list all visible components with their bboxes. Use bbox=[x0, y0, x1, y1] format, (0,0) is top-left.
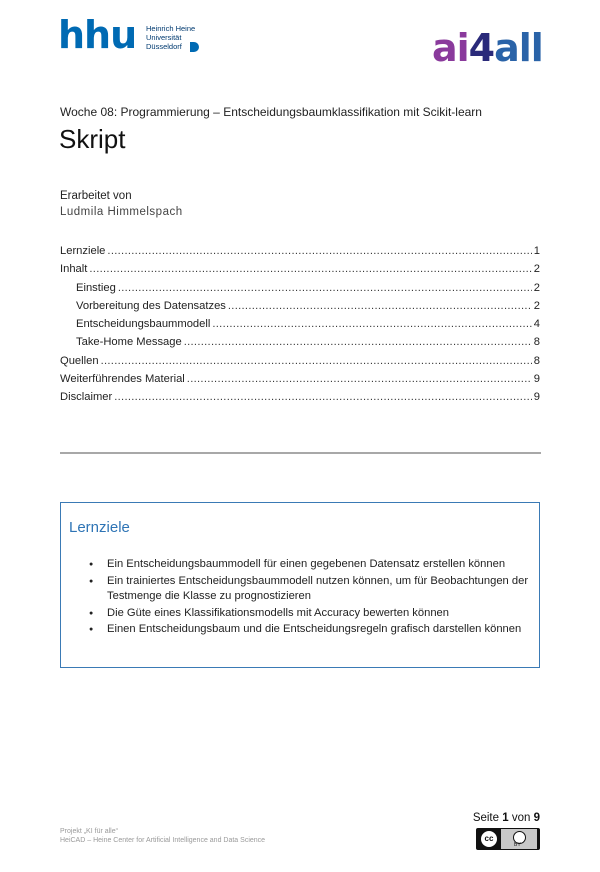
list-item: ● Ein Entscheidungsbaummodell für einen gegebenen Datensatz erstellen können bbox=[89, 557, 529, 573]
toc-entry-quellen[interactable]: Quellen ..... 8 bbox=[60, 352, 540, 370]
footer-credits: Projekt „KI für alle“ HeiCAD – Heine Center for Artificial Intelligence and Data Science bbox=[60, 828, 266, 844]
toc-entry-disclaimer[interactable]: Disclaimer ..... 9 bbox=[60, 388, 540, 406]
author-name: Ludmila Himmelspach bbox=[60, 206, 183, 218]
document-title: Skript bbox=[59, 124, 126, 154]
toc-entry-einstieg[interactable]: Einstieg ..... 2 bbox=[60, 279, 540, 297]
table-of-contents bbox=[60, 242, 540, 407]
ai4all-logo: ai4all bbox=[432, 26, 543, 70]
section-divider bbox=[60, 452, 541, 454]
author-label: Erarbeitet von bbox=[60, 190, 132, 202]
page-number: Seite 1 von 9 bbox=[472, 812, 540, 824]
toc-entry-lernziele[interactable]: Lernziele ..... 1 bbox=[60, 242, 540, 260]
list-item: ● Einen Entscheidungsbaum und die Entscheidungsregeln grafisch darstellen können bbox=[89, 622, 529, 638]
hhu-logo bbox=[58, 13, 196, 57]
cc-icon: cc bbox=[481, 831, 497, 847]
cc-by-license-badge: cc BY bbox=[476, 828, 540, 850]
hhu-wordmark: hhu bbox=[58, 13, 137, 57]
list-item: ● Ein trainiertes Entscheidungsbaummodell nutzen können, um für Beobachtungen der Testmenge die Klasse zu prognostizieren bbox=[89, 574, 529, 605]
toc-entry-weiterfuehrendes-material[interactable]: Weiterführendes Material ..... 9 bbox=[60, 370, 540, 388]
learning-goals-list bbox=[89, 557, 529, 639]
toc-entry-entscheidungsbaummodell[interactable]: Entscheidungsbaummodell ..... 4 bbox=[60, 315, 540, 333]
hhu-university-name: Heinrich Heine Universität Düsseldorf bbox=[146, 24, 196, 51]
toc-entry-take-home-message[interactable]: Take-Home Message ..... 8 bbox=[60, 333, 540, 351]
list-item: ● Die Güte eines Klassifikationsmodells mit Accuracy bewerten können bbox=[89, 606, 529, 622]
toc-entry-inhalt[interactable]: Inhalt ..... 2 bbox=[60, 260, 540, 278]
toc-entry-vorbereitung[interactable]: Vorbereitung des Datensatzes ..... 2 bbox=[60, 297, 540, 315]
document-subtitle: Woche 08: Programmierung – Entscheidungsbaumklassifikation mit Scikit-learn bbox=[60, 105, 482, 119]
learning-goals-box bbox=[60, 502, 540, 668]
learning-goals-heading: Lernziele bbox=[69, 519, 130, 536]
